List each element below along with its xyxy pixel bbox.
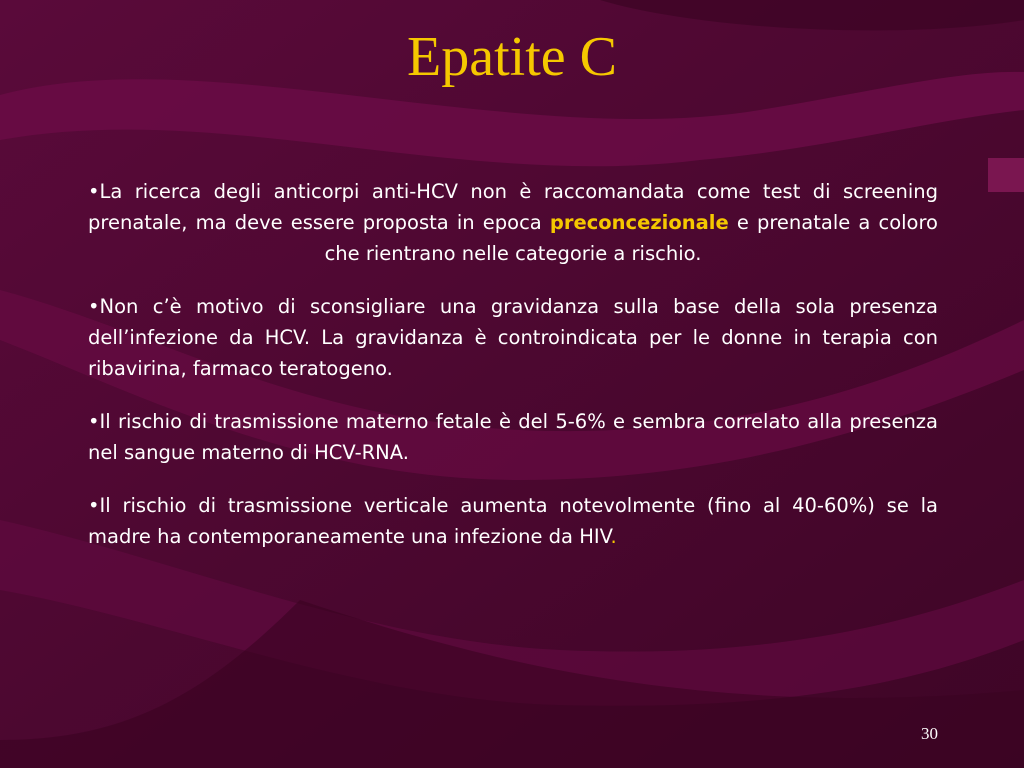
bullet-item <box>88 176 938 269</box>
bullet-trailing-period: . <box>610 525 617 548</box>
bullet-item <box>88 406 938 468</box>
bullet-marker: • <box>88 494 100 517</box>
bullet-text-continued: e prenatale a coloro che rientrano nelle categorie a rischio. <box>324 211 938 265</box>
bullet-text: Non c’è motivo di sconsigliare una gravidanza sulla base della sola presenza dell’infezione da HCV. La gravidanza è controindicata per le donne in terapia con ribavirina, farmaco teratogeno. <box>88 295 938 380</box>
bullet-marker: • <box>88 180 100 203</box>
slide-title: Epatite C <box>407 26 617 88</box>
bullet-marker: • <box>88 295 100 318</box>
bullet-text: Il rischio di trasmissione materno fetale è del 5-6% e sembra correlato alla presenza nel sangue materno di HCV-RNA. <box>88 410 938 464</box>
highlight-term: preconcezionale <box>549 211 729 234</box>
bullet-text: Il rischio di trasmissione verticale aumenta notevolmente (fino al 40-60%) se la madre ha contemporaneamente una infezione da HIV <box>88 494 938 548</box>
bullet-item <box>88 291 938 384</box>
page-number: 30 <box>921 724 938 743</box>
bullet-item <box>88 490 938 552</box>
slide-body <box>88 176 938 574</box>
bullet-text: La ricerca degli anticorpi anti-HCV non è raccomandata come test di screening prenatale, ma deve essere proposta in epoca <box>88 180 938 234</box>
bullet-marker: • <box>88 410 100 433</box>
